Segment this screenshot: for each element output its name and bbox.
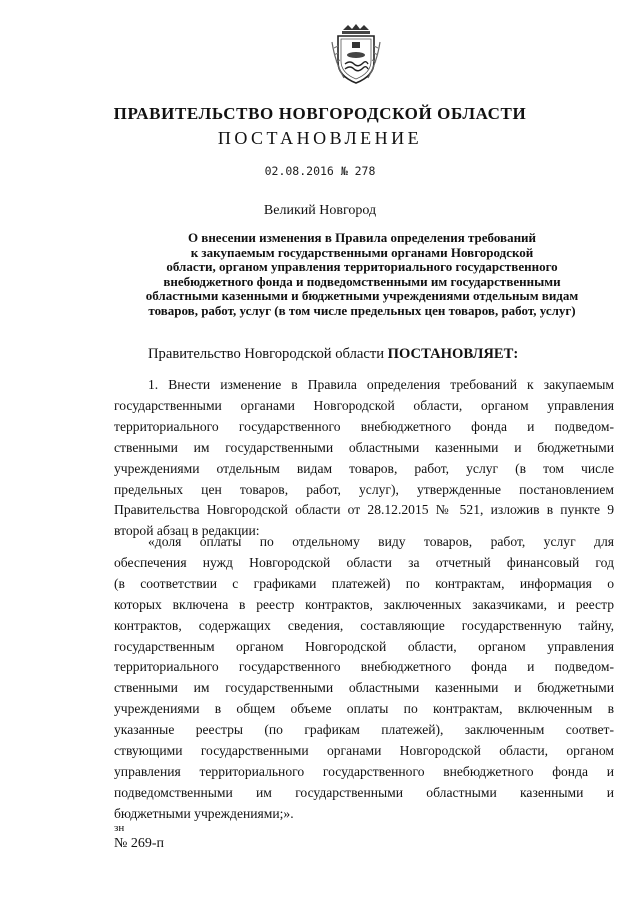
- paragraph-line: ствующими государственными органами Новгородской области, органом: [114, 743, 614, 759]
- paragraph-line: предельных цен товаров, работ, услуг), утвержденные постановлением: [114, 481, 614, 497]
- paragraph-line: территориального государственного внебюджетного фонда и подведом-: [114, 659, 614, 675]
- government-title: ПРАВИТЕЛЬСТВО НОВГОРОДСКОЙ ОБЛАСТИ: [113, 104, 527, 123]
- paragraph-line: (в соответствии с графиками платежей) по контрактам, информация о: [114, 575, 614, 591]
- paragraph-line: указанные реестры (по графикам платежей), заключенным соответ-: [114, 722, 614, 738]
- paragraph-line: управления территориального государственного внебюджетного фонда и: [114, 763, 614, 779]
- paragraph-1: [114, 375, 614, 542]
- paragraph-line: государственным органом Новгородской области, органом управления: [114, 638, 614, 654]
- subject-line: областными казенными и бюджетными учреждениями отдельным видам: [145, 288, 579, 304]
- subject-line: к закупаемым государственными органами Новгородской: [190, 244, 534, 260]
- paragraph-2-quote: [114, 532, 614, 825]
- document-subject: [118, 231, 606, 319]
- paragraph-line: Правительства Новгородской области от 28.12.2015 № 521, изложив в пункте 9: [114, 502, 614, 518]
- paragraph-line: которых включена в реестр контрактов, заключенных заказчиками, и реестр: [114, 596, 614, 612]
- paragraph-line: учреждениями в общем объеме оплаты по контрактам, включенным в: [114, 701, 614, 717]
- paragraph-line: учреждениями отдельным видам товаров, работ, услуг (в том числе: [114, 460, 614, 476]
- city-name: Великий Новгород: [263, 203, 377, 218]
- subject-line: области, органом управления территориального государственного: [166, 259, 558, 275]
- footer-code: зн: [114, 822, 125, 834]
- paragraph-line: контрактов, содержащих сведения, составляющие государственную тайну,: [114, 617, 614, 633]
- subject-line: внебюджетного фонда и подведомственными им государственными: [163, 273, 561, 289]
- subject-line: О внесении изменения в Правила определения требований: [187, 230, 537, 245]
- paragraph-line: ственными им государственными областными казенными и бюджетными: [114, 680, 614, 696]
- paragraph-line: 1. Внести изменение в Правила определения требований к закупаемым: [148, 377, 614, 392]
- novgorod-coat-of-arms-icon: [330, 22, 382, 86]
- document-type: ПОСТАНОВЛЕНИЕ: [217, 128, 423, 148]
- paragraph-line: обеспечения нужд Новгородской области за отчетный финансовый год: [114, 554, 614, 570]
- paragraph-line: территориального государственного внебюджетного фонда и подведом-: [114, 418, 614, 434]
- paragraph-line: «доля оплаты по отдельному виду товаров, работ, услуг для: [148, 534, 614, 549]
- intro-resolves: ПОСТАНОВЛЯЕТ:: [387, 346, 519, 362]
- intro-lead: Правительство Новгородской области: [148, 346, 388, 362]
- document-date-number: 02.08.2016 № 278: [264, 164, 376, 178]
- footer-number: № 269-п: [114, 836, 165, 851]
- paragraph-line: государственными органами Новгородской области, органом управления: [114, 397, 614, 413]
- paragraph-line: бюджетными учреждениями;».: [114, 805, 294, 821]
- resolution-intro: [148, 346, 518, 363]
- paragraph-line: ственными им государственными областными казенными и бюджетными: [114, 439, 614, 455]
- subject-line: товаров, работ, услуг (в том числе предельных цен товаров, работ, услуг): [148, 302, 576, 318]
- paragraph-line: второй абзац в редакции:: [114, 523, 260, 539]
- paragraph-line: подведомственными им государственными областными казенными и: [114, 784, 614, 800]
